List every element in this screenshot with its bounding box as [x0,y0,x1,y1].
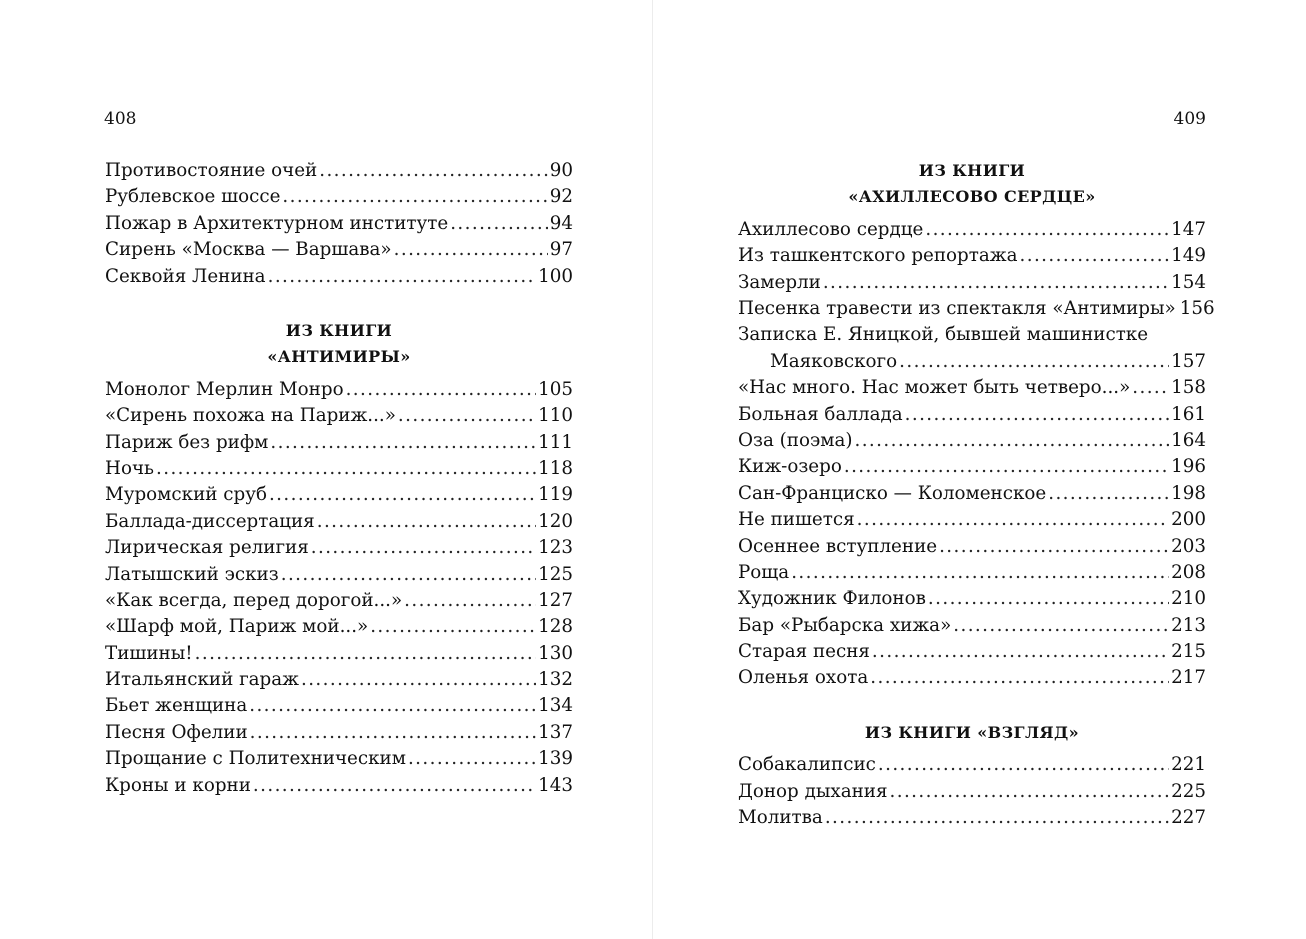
toc-entry [738,481,1206,507]
dot-leader [269,482,536,508]
toc-entry [738,613,1206,639]
toc-entry-page: 198 [1171,482,1206,504]
dot-leader [939,534,1169,560]
toc-entry-title: Бар «Рыбарска хижа» [738,614,952,636]
toc-entry-title-continued: Маяковского [770,350,898,372]
toc-list [738,752,1206,831]
dot-leader [404,588,536,614]
toc-entry [105,482,573,508]
toc-list [105,377,573,799]
toc-entry-page: 156 [1179,297,1215,319]
toc-entry-page: 215 [1171,641,1206,663]
dot-leader [854,428,1169,454]
dot-leader [905,402,1169,428]
dot-leader [319,158,548,184]
toc-entry [105,562,573,588]
toc-entry-page: 132 [538,669,573,691]
toc-entry [105,720,573,746]
toc-entry-page: 147 [1171,218,1206,240]
dot-leader [156,456,536,482]
toc-entry-title: Замерли [738,271,821,293]
toc-entry [738,270,1206,296]
dot-leader [857,507,1169,533]
dot-leader [317,509,536,535]
toc-entry-page: 217 [1171,667,1206,689]
dot-leader [408,746,536,772]
dot-leader [899,349,1169,375]
toc-entry-page: 143 [538,774,573,796]
toc-entry-page: 149 [1171,245,1206,267]
toc-entry-page: 128 [538,616,573,638]
toc-entry-title: Рублевское шоссе [105,186,281,208]
toc-entry-title: Секвойя Ленина [105,265,266,287]
dot-leader [1132,375,1169,401]
toc-entry-title: Итальянский гараж [105,669,299,691]
toc-entry [105,377,573,403]
toc-entry [105,430,573,456]
toc-entry-title: Муромский сруб [105,484,267,506]
toc-entry-title: «Шарф мой, Париж мой...» [105,616,369,638]
toc-entry [105,456,573,482]
toc-entry-title: Старая песня [738,641,870,663]
toc-entry [738,805,1206,831]
dot-leader [281,562,536,588]
toc-entry-page: 111 [538,431,573,453]
section-heading [105,318,573,371]
toc-entry-title: Молитва [738,807,823,829]
dot-leader [195,641,536,667]
toc-entry-title: Оленья охота [738,667,869,689]
toc-entry [105,158,573,184]
section-heading-line: ИЗ КНИГИ [285,320,393,340]
toc-entry-title: Сан-Франциско — Коломенское [738,482,1047,504]
toc-entry-page: 203 [1171,535,1206,557]
toc-entry [105,184,573,210]
toc-entry-page: 127 [538,589,573,611]
toc-entry [105,535,573,561]
dot-leader [394,237,548,263]
toc-entry-title: Париж без рифм [105,431,269,453]
toc-entry [105,588,573,614]
toc-entry-title: «Нас много. Нас может быть четверо...» [738,377,1131,399]
toc-entry-title: Собакалипсис [738,754,876,776]
toc-entry-title: Пожар в Архитектурном институте [105,212,449,234]
toc-entry-title: Латышский эскиз [105,563,279,585]
toc-entry-page: 196 [1171,456,1206,478]
toc-column [105,158,573,799]
section-heading-title: «АХИЛЛЕСОВО СЕРДЦЕ» [848,187,1096,207]
toc-entry-title: «Сирень похожа на Париж...» [105,405,396,427]
toc-entry [105,641,573,667]
toc-list [738,217,1215,323]
toc-entry-page: 100 [538,265,573,287]
dot-leader [925,217,1169,243]
toc-entry [738,560,1206,586]
toc-entry [738,428,1206,454]
toc-entry-title: Бьет женщина [105,695,248,717]
toc-entry [738,534,1206,560]
toc-entry [738,402,1206,428]
dot-leader [398,403,536,429]
dot-leader [823,270,1169,296]
toc-entry-page: 158 [1171,377,1206,399]
toc-list-multiline [738,322,1206,375]
toc-entry-page: 105 [538,378,573,400]
section-heading-line: ИЗ КНИГИ [918,161,1026,180]
dot-leader [450,211,548,237]
toc-list [738,375,1206,692]
toc-entry-title: Сирень «Москва — Варшава» [105,239,392,261]
dot-leader [878,752,1169,778]
toc-entry-title: Оза (поэма) [738,429,853,451]
section-heading [738,158,1206,211]
toc-entry-page: 161 [1171,403,1206,425]
section-heading: ИЗ КНИГИ «ВЗГЛЯД» [864,722,1080,742]
toc-entry-page: 130 [538,642,573,664]
toc-entry-page: 200 [1171,509,1206,531]
dot-leader [282,184,547,210]
toc-entry-title: Киж-озеро [738,456,842,478]
toc-entry-page: 225 [1171,780,1206,802]
dot-leader [253,773,536,799]
dot-leader [844,454,1169,480]
toc-entry [105,773,573,799]
toc-entry [105,211,573,237]
toc-entry-page: 125 [538,563,573,585]
right-page [653,0,1306,939]
toc-entry [738,322,1206,375]
toc-entry-title: Противостояние очей [105,160,318,181]
toc-entry-title: Песенка травести из спектакля «Антимиры» [738,297,1176,319]
toc-entry-page: 164 [1171,429,1206,451]
toc-entry [738,779,1206,805]
dot-leader [870,665,1169,691]
page-number: 408 [104,109,137,129]
toc-entry [738,217,1206,243]
toc-entry-title: Осеннее вступление [738,535,938,557]
dot-leader [311,535,536,561]
toc-entry-page: 134 [538,695,573,717]
toc-entry-page: 210 [1171,588,1206,610]
toc-entry [105,237,573,263]
toc-entry [105,667,573,693]
toc-entry-title: Ахиллесово сердце [738,218,924,240]
dot-leader [270,430,536,456]
toc-entry [738,586,1206,612]
toc-entry-page: 137 [538,721,573,743]
toc-entry [105,264,573,290]
toc-entry-title: Песня Офелии [105,721,248,743]
toc-entry-page: 110 [538,405,573,427]
toc-entry-page: 94 [549,212,573,234]
dot-leader [250,720,536,746]
toc-entry-page: 139 [538,748,573,770]
toc-entry-title: Кроны и корни [105,774,251,796]
toc-entry [738,375,1206,401]
dot-leader [928,586,1169,612]
toc-entry [738,243,1206,269]
toc-entry-page: 123 [538,537,573,559]
toc-column [738,158,1215,831]
toc-entry [105,746,573,772]
toc-entry [738,752,1206,778]
section-heading-title: «АНТИМИРЫ» [267,347,411,367]
dot-leader [249,693,536,719]
dot-leader [370,614,536,640]
dot-leader [953,613,1169,639]
toc-entry-title: Монолог Мерлин Монро [105,378,344,400]
toc-entry-page: 118 [538,457,573,479]
page-number: 409 [1173,109,1206,129]
toc-entry-page: 97 [549,239,573,261]
toc-list [105,158,573,290]
toc-entry-page: 227 [1171,807,1206,829]
toc-entry [738,639,1206,665]
toc-entry-title: Баллада-диссертация [105,510,315,532]
toc-entry-title: Прощание с Политехническим [105,748,406,770]
toc-entry-title: Ночь [105,457,154,479]
toc-entry-page: 90 [549,160,573,181]
dot-leader [872,639,1169,665]
toc-entry-title: Не пишется [738,509,855,531]
toc-entry [738,296,1215,322]
toc-entry [105,693,573,719]
toc-entry-page: 221 [1171,754,1206,776]
dot-leader [1048,481,1169,507]
dot-leader [890,779,1170,805]
toc-entry-title: «Как всегда, перед дорогой...» [105,589,403,611]
toc-entry-title: Больная баллада [738,403,903,425]
toc-entry-page: 120 [538,510,573,532]
toc-entry-title: Донор дыхания [738,780,888,802]
toc-entry-title: Роща [738,561,790,583]
toc-entry [738,507,1206,533]
toc-entry-title: Лирическая религия [105,537,309,559]
toc-entry-title: Тишины! [105,642,193,664]
toc-entry [105,614,573,640]
dot-leader [791,560,1169,586]
toc-entry-page: 119 [538,484,573,506]
toc-entry-page: 208 [1171,561,1206,583]
dot-leader [825,805,1169,831]
toc-entry-title: Художник Филонов [738,588,926,610]
toc-entry-title: Из ташкентского репортажа [738,245,1018,267]
toc-entry-page: 213 [1171,614,1206,636]
toc-entry [738,454,1206,480]
toc-entry [738,665,1206,691]
toc-entry-page: 154 [1171,271,1206,293]
toc-entry-page: 92 [549,186,573,208]
toc-entry-title: Записка Е. Яницкой, бывшей машинистке [738,324,1149,346]
dot-leader [346,377,537,403]
toc-entry [105,509,573,535]
toc-entry [105,403,573,429]
toc-entry-page: 157 [1171,350,1206,372]
dot-leader [1020,243,1170,269]
dot-leader [301,667,536,693]
dot-leader [268,264,537,290]
